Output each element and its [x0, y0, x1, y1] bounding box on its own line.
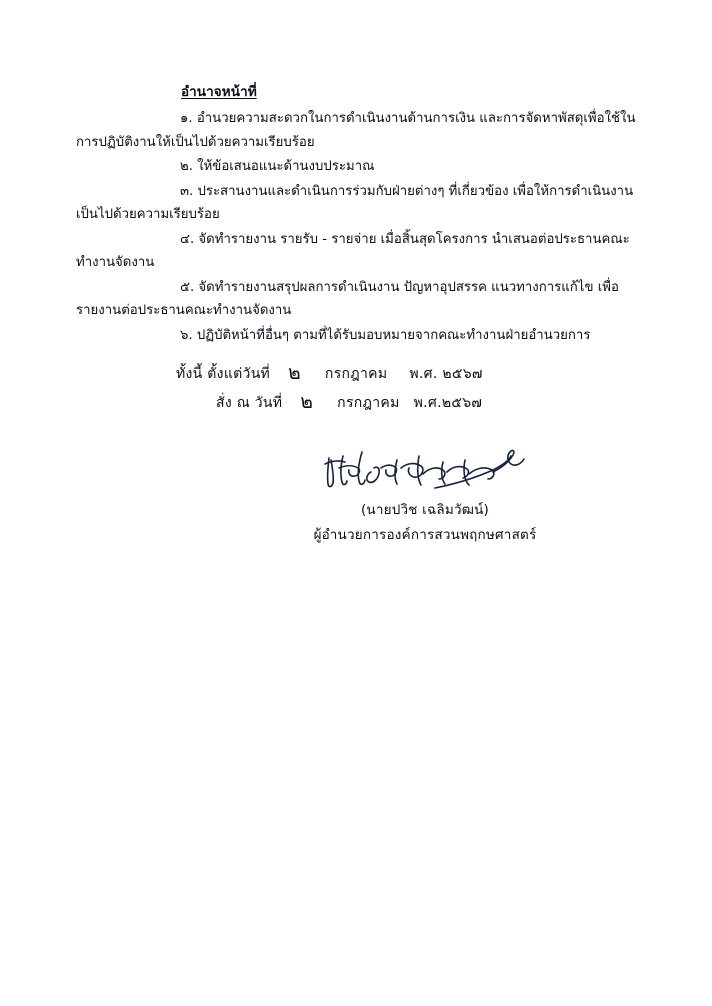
duty-item-3-text: ๓. ประสานงานและดำเนินการร่วมกับฝ่ายต่างๆ ที่เกี่ยวข้อง เพื่อให้การดำเนินงานเป็นไปด้วยความเรียบร้อย	[76, 183, 634, 222]
effective-day: ๒	[288, 362, 301, 384]
duty-item-2-text: ๒. ให้ข้อเสนอแนะด้านงบประมาณ	[180, 159, 375, 174]
duty-item-5-text: ๕. จัดทำรายงานสรุปผลการดำเนินงาน ปัญหาอุปสรรค แนวทางการแก้ไข เพื่อรายงานต่อประธานคณะทำงานจัดงาน	[76, 279, 619, 318]
order-date-line	[216, 392, 646, 414]
duty-item-4	[76, 228, 646, 275]
duty-item-5	[76, 276, 646, 323]
order-year: พ.ศ.๒๕๖๗	[413, 395, 483, 411]
effective-month: กรกฎาคม	[324, 366, 388, 382]
signatory-title: ผู้อำนวยการองค์การสวนพฤกษศาสตร์	[313, 527, 537, 543]
section-heading: อำนาจหน้าที่	[181, 84, 257, 100]
signature-block	[76, 438, 646, 545]
signatory-name: (นายปวิช เฉลิมวัฒน์)	[360, 502, 490, 518]
document-body	[76, 80, 646, 545]
handwritten-signature-icon	[315, 438, 535, 502]
effective-date-line	[176, 363, 646, 385]
duty-item-4-text: ๔. จัดทำรายงาน รายรับ - รายจ่าย เมื่อสิ้นสุดโครงการ นำเสนอต่อประธานคณะทำงานจัดงาน	[76, 231, 630, 270]
effective-prefix: ทั้งนี้ ตั้งแต่วันที่	[176, 366, 271, 382]
duty-item-6	[76, 324, 646, 348]
duty-item-2	[76, 155, 646, 179]
duty-item-3	[76, 180, 646, 227]
order-prefix: สั่ง ณ วันที่	[216, 395, 283, 411]
duty-item-1-text: ๑. อำนวยความสะดวกในการดำเนินงานด้านการเงิน และการจัดหาพัสดุเพื่อใช้ในการปฏิบัติงานให้เป็นไปด้วยความเรียบร้อย	[76, 111, 636, 150]
order-month: กรกฎาคม	[337, 395, 400, 411]
order-day: ๒	[300, 391, 314, 413]
duty-item-6-text: ๖. ปฏิบัติหน้าที่อื่นๆ ตามที่ได้รับมอบหมายจากคณะทำงานฝ่ายอำนวยการ	[180, 327, 591, 343]
duty-item-1	[76, 107, 646, 154]
effective-year: พ.ศ. ๒๕๖๗	[409, 366, 483, 382]
